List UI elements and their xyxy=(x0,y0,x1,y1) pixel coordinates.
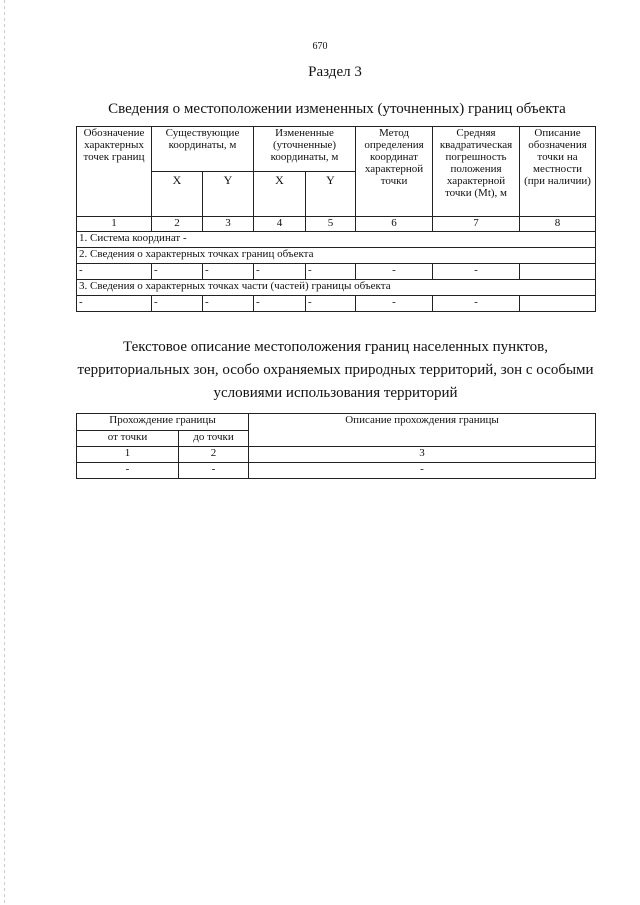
table-cell: - xyxy=(254,296,306,312)
col-number: 1 xyxy=(77,447,179,463)
header-description: Описание обозначения точки на местности (при наличии) xyxy=(520,127,596,217)
header-error: Средняя квадратическая погрешность положения характерной точки (Mt), м xyxy=(433,127,520,217)
header-x-changed: X xyxy=(254,172,306,217)
table-cell: - xyxy=(179,463,249,479)
header-x-existing: X xyxy=(152,172,203,217)
table-cell: - xyxy=(433,264,520,280)
col-number: 3 xyxy=(203,217,254,232)
table-cell: - xyxy=(77,264,152,280)
header-from-point: от точки xyxy=(77,431,179,447)
col-number: 2 xyxy=(179,447,249,463)
table-cell xyxy=(520,296,596,312)
col-number: 2 xyxy=(152,217,203,232)
text-description-title: Текстовое описание местоположения границ населенных пунктов, территориальных зон, особо охраняемых природных территорий, зон с особыми условиями использования территорий xyxy=(77,339,594,401)
header-changed-coords: Измененные (уточненные) координаты, м xyxy=(254,127,356,172)
table-cell xyxy=(520,264,596,280)
table-cell: - xyxy=(77,463,179,479)
header-boundary-passage: Прохождение границы xyxy=(77,414,249,431)
table-cell: - xyxy=(77,296,152,312)
col-number: 4 xyxy=(254,217,306,232)
table-cell: - xyxy=(203,264,254,280)
header-y-changed: Y xyxy=(306,172,356,217)
header-method: Метод определения координат характерной точки xyxy=(356,127,433,217)
table-cell: - xyxy=(249,463,596,479)
col-number: 7 xyxy=(433,217,520,232)
table-cell: - xyxy=(356,264,433,280)
section-boundary-points: 2. Сведения о характерных точках границ объекта xyxy=(77,248,596,264)
header-existing-coords: Существующие координаты, м xyxy=(152,127,254,172)
table-cell: - xyxy=(306,264,356,280)
boundary-coordinates-table xyxy=(76,126,596,312)
header-passage-description: Описание прохождения границы xyxy=(249,414,596,447)
table-cell: - xyxy=(152,264,203,280)
section-title: Раздел 3 xyxy=(308,64,362,80)
table1-title: Сведения о местоположении измененных (уточненных) границ объекта xyxy=(108,101,566,117)
col-number: 5 xyxy=(306,217,356,232)
boundary-passage-table xyxy=(76,413,596,479)
header-y-existing: Y xyxy=(203,172,254,217)
section-coordinate-system: 1. Система координат - xyxy=(77,232,596,248)
table-cell: - xyxy=(254,264,306,280)
table-cell: - xyxy=(433,296,520,312)
table-cell: - xyxy=(306,296,356,312)
col-number: 8 xyxy=(520,217,596,232)
table-cell: - xyxy=(356,296,433,312)
section-part-boundary-points: 3. Сведения о характерных точках части (частей) границы объекта xyxy=(77,280,596,296)
header-to-point: до точки xyxy=(179,431,249,447)
col-number: 1 xyxy=(77,217,152,232)
col-number: 3 xyxy=(249,447,596,463)
col-number: 6 xyxy=(356,217,433,232)
table-cell: - xyxy=(152,296,203,312)
header-designation: Обозначение характерных точек границ xyxy=(77,127,152,217)
table-cell: - xyxy=(203,296,254,312)
scan-edge xyxy=(4,0,5,905)
page-number: 670 xyxy=(312,41,328,52)
